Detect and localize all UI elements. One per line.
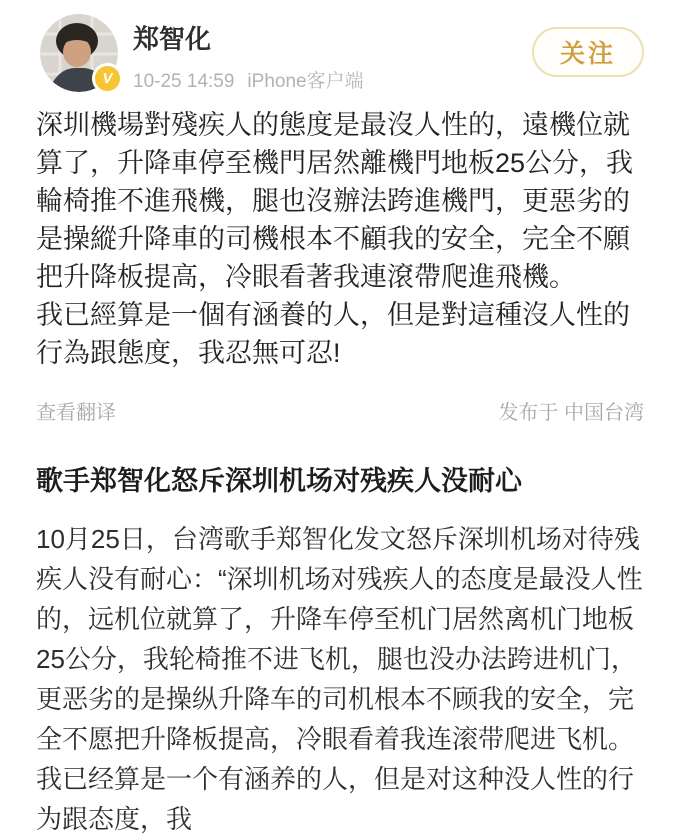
post-paragraph: 深圳機場對殘疾人的態度是最沒人性的，遠機位就算了，升降車停至機門居然離機門地板25公分，我輪椅推不進飛機，腿也沒辦法跨進機門，更惡劣的是操縱升降車的司機根本不顧我的安全，完全不願把升降板提高，冷眼看著我連滾帶爬進飛機。 xyxy=(36,110,634,292)
follow-button[interactable]: 关注 xyxy=(532,27,644,77)
post-location: 发布于 中国台湾 xyxy=(498,402,644,424)
post-header xyxy=(0,0,680,93)
post-footer xyxy=(36,396,644,425)
post-paragraph: 我已經算是一個有涵養的人，但是對這種沒人性的行為跟態度，我忍無可忍! xyxy=(36,300,630,368)
avatar[interactable] xyxy=(40,14,118,92)
article-section xyxy=(36,465,644,839)
verified-badge-icon: V xyxy=(92,63,123,94)
author-name[interactable]: 郑智化 xyxy=(133,24,212,54)
post-meta xyxy=(133,66,532,93)
post-timestamp: 10-25 14:59 xyxy=(133,71,235,92)
view-translation-link[interactable]: 查看翻译 xyxy=(36,402,116,424)
author-block xyxy=(133,14,532,93)
post-source: iPhone客户端 xyxy=(247,71,364,92)
article-title: 歌手郑智化怒斥深圳机场对残疾人没耐心 xyxy=(36,466,522,496)
article-body: 10月25日，台湾歌手郑智化发文怒斥深圳机场对待残疾人没有耐心：“深圳机场对残疾人的态度是最没人性的，远机位就算了，升降车停至机门居然离机门地板25公分，我轮椅推不进飞机，腿也没办法跨进机门，更恶劣的是操纵升降车的司机根本不顾我的安全，完全不愿把升降板提高，冷眼看着我连滚带爬进飞机。我已经算是一个有涵养的人，但是对这种没人性的行为跟态度，我 xyxy=(36,524,643,834)
post-content xyxy=(36,106,646,372)
